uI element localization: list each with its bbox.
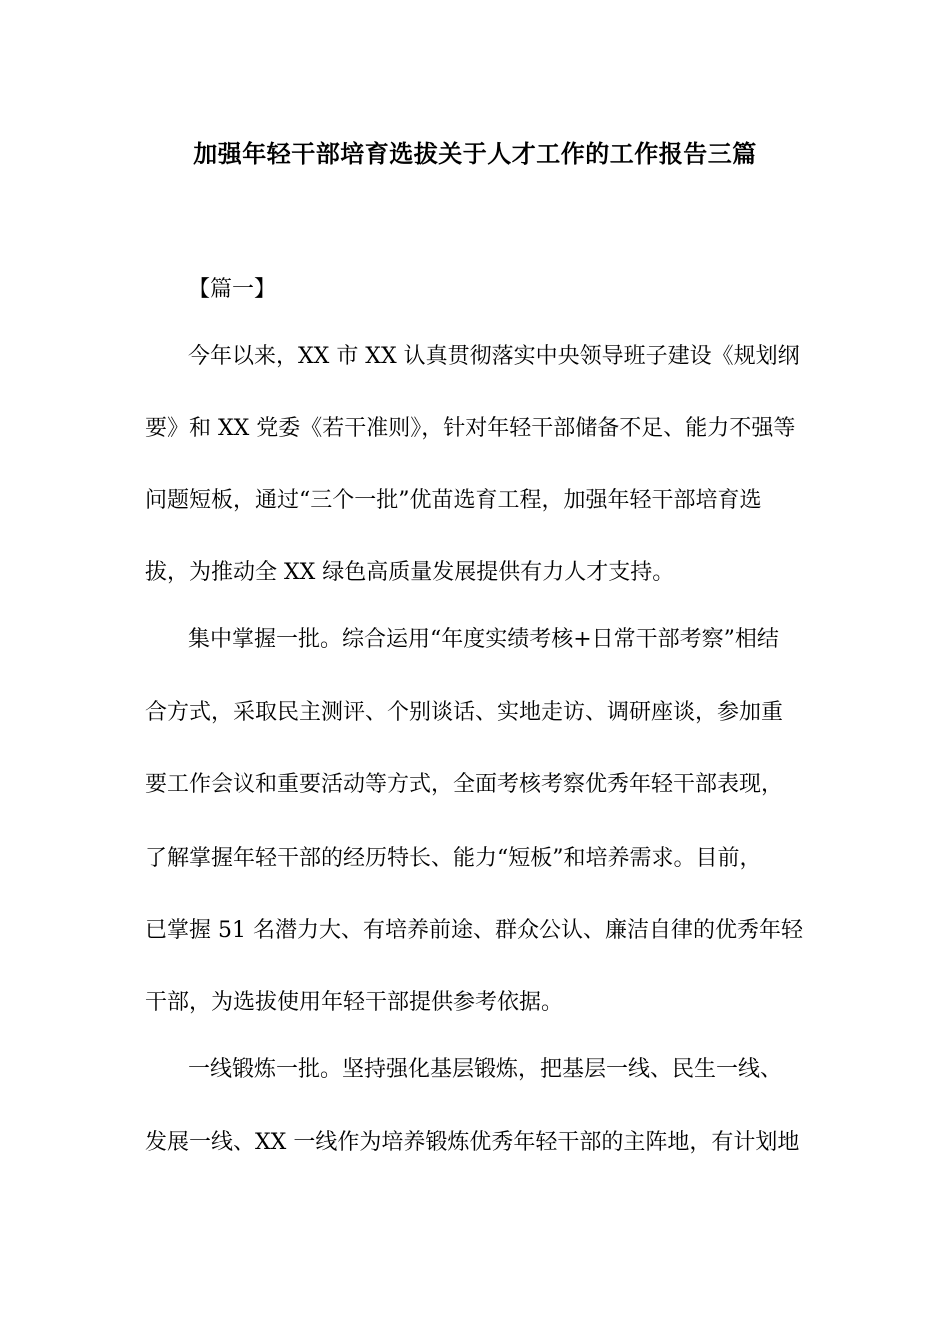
paragraph-2-line-2: 合方式，采取民主测评、个别谈话、实地走访、调研座谈，参加重 [145,700,784,725]
paragraph-1-line-1: 今年以来，XX 市 XX 认真贯彻落实中央领导班子建设《规划纲 [188,344,800,369]
paragraph-1-line-4: 拔，为推动全 XX 绿色高质量发展提供有力人才支持。 [145,560,675,585]
paragraph-1-line-2: 要》和 XX 党委《若干准则》，针对年轻干部储备不足、能力不强等 [145,416,796,441]
paragraph-2-line-3: 要工作会议和重要活动等方式，全面考核考察优秀年轻干部表现， [145,772,784,797]
paragraph-2-line-1: 集中掌握一批。综合运用“年度实绩考核+日常干部考察”相结 [188,627,779,652]
paragraph-3-line-2: 发展一线、XX 一线作为培养锻炼优秀年轻干部的主阵地，有计划地 [145,1130,800,1155]
paragraph-1-line-3: 问题短板，通过“三个一批”优苗选育工程，加强年轻干部培育选 [145,488,762,513]
section-heading: 【篇一】 [188,277,277,302]
document-title: 加强年轻干部培育选拔关于人才工作的工作报告三篇 [193,139,757,168]
paragraph-2-line-5: 已掌握 51 名潜力大、有培养前途、群众公认、廉洁自律的优秀年轻 [145,918,803,943]
paragraph-2-line-6: 干部，为选拔使用年轻干部提供参考依据。 [145,990,564,1015]
paragraph-3-line-1: 一线锻炼一批。坚持强化基层锻炼，把基层一线、民生一线、 [188,1057,783,1082]
paragraph-2-line-4: 了解掌握年轻干部的经历特长、能力“短板”和培养需求。目前， [145,846,762,871]
